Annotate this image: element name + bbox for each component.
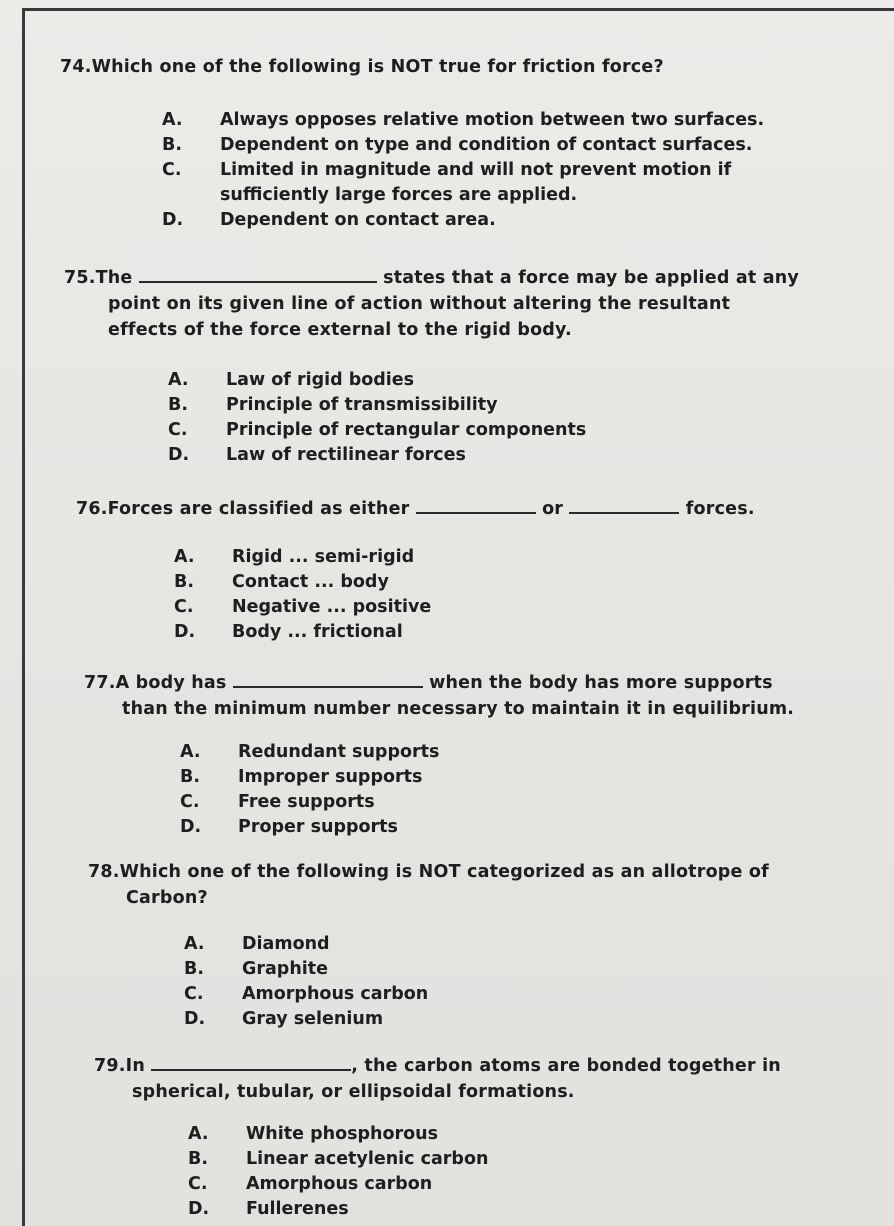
option-text: Linear acetylenic carbon: [246, 1149, 489, 1169]
option-text: Redundant supports: [238, 742, 440, 762]
question-text: effects of the force external to the rigid body.: [108, 320, 572, 340]
option-text: Graphite: [242, 959, 329, 979]
option-text: Rigid ... semi-rigid: [232, 547, 415, 567]
option-letter: D.: [188, 1199, 210, 1219]
question-number: 79.: [94, 1056, 126, 1076]
option-letter: B.: [168, 395, 188, 415]
question-stem: [76, 494, 755, 522]
option-a[interactable]: [174, 545, 431, 570]
option-letter: B.: [174, 572, 194, 592]
question-suffix: when the body has more supports: [429, 673, 773, 693]
option-letter: C.: [184, 984, 204, 1004]
options-75: [168, 368, 586, 468]
option-text: Fullerenes: [246, 1199, 349, 1219]
question-stem: [94, 1051, 781, 1079]
option-d[interactable]: [180, 815, 439, 840]
option-c[interactable]: [174, 595, 431, 620]
option-text: Amorphous carbon: [246, 1174, 433, 1194]
question-text: Which one of the following is NOT true for friction force?: [91, 57, 664, 77]
option-letter: B.: [180, 767, 200, 787]
option-letter: D.: [174, 622, 196, 642]
answer-blank: [151, 1051, 351, 1071]
option-a[interactable]: [188, 1122, 488, 1147]
option-d[interactable]: [168, 443, 586, 468]
question-74: [60, 54, 664, 80]
question-79: [94, 1051, 781, 1105]
option-d[interactable]: [162, 208, 764, 233]
question-stem: [60, 54, 664, 80]
answer-blank: [233, 668, 423, 688]
left-border-line: [22, 8, 25, 1226]
question-text: point on its given line of action without altering the resultant: [108, 294, 731, 314]
option-a[interactable]: [168, 368, 586, 393]
option-a[interactable]: [162, 108, 764, 133]
option-letter: C.: [168, 420, 188, 440]
option-b[interactable]: [180, 765, 439, 790]
question-suffix: , the carbon atoms are bonded together in: [351, 1056, 781, 1076]
question-text: Which one of the following is NOT categorized as an allotrope of: [119, 862, 769, 882]
option-text: Negative ... positive: [232, 597, 432, 617]
top-border-line: [22, 8, 894, 11]
question-number: 76.: [76, 499, 108, 519]
options-79: [188, 1122, 488, 1222]
option-letter: D.: [168, 445, 190, 465]
option-text: Amorphous carbon: [242, 984, 429, 1004]
option-letter: C.: [188, 1174, 208, 1194]
option-letter: A.: [180, 742, 201, 762]
option-c[interactable]: [184, 982, 428, 1007]
question-text: Carbon?: [126, 888, 208, 908]
option-text: Improper supports: [238, 767, 423, 787]
option-text: Dependent on type and condition of contact surfaces.: [220, 135, 753, 155]
question-text: spherical, tubular, or ellipsoidal formations.: [132, 1082, 575, 1102]
question-prefix: A body has: [115, 673, 227, 693]
option-d[interactable]: [174, 620, 431, 645]
question-stem: [64, 263, 799, 291]
option-text-continued: sufficiently large forces are applied.: [220, 185, 578, 205]
option-text: Proper supports: [238, 817, 398, 837]
question-prefix: Forces are classified as either: [107, 499, 410, 519]
option-text: Principle of transmissibility: [226, 395, 498, 415]
question-76: [76, 494, 755, 522]
question-stem: [84, 668, 794, 696]
option-letter: A.: [174, 547, 195, 567]
options-77: [180, 740, 439, 840]
option-text: Principle of rectangular components: [226, 420, 587, 440]
option-letter: C.: [180, 792, 200, 812]
option-letter: A.: [162, 110, 183, 130]
option-d[interactable]: [188, 1197, 488, 1222]
question-number: 74.: [60, 57, 92, 77]
option-letter: A.: [188, 1124, 209, 1144]
option-b[interactable]: [168, 393, 586, 418]
question-middle: or: [542, 499, 564, 519]
question-number: 77.: [84, 673, 116, 693]
question-number: 78.: [88, 862, 120, 882]
option-letter: D.: [180, 817, 202, 837]
options-76: [174, 545, 431, 645]
option-text: White phosphorous: [246, 1124, 439, 1144]
option-letter: D.: [162, 210, 184, 230]
option-text: Diamond: [242, 934, 330, 954]
options-74: [162, 108, 764, 233]
option-letter: A.: [184, 934, 205, 954]
option-text: Free supports: [238, 792, 375, 812]
option-c[interactable]: [162, 158, 764, 208]
question-prefix: The: [95, 268, 133, 288]
option-text: Limited in magnitude and will not prevent motion if: [220, 160, 732, 180]
option-b[interactable]: [184, 957, 428, 982]
option-text: Body ... frictional: [232, 622, 403, 642]
option-c[interactable]: [168, 418, 586, 443]
question-number: 75.: [64, 268, 96, 288]
option-text: Gray selenium: [242, 1009, 384, 1029]
option-text: Dependent on contact area.: [220, 210, 496, 230]
option-text: Law of rectilinear forces: [226, 445, 466, 465]
option-text: Always opposes relative motion between two surfaces.: [220, 110, 765, 130]
options-78: [184, 932, 428, 1032]
answer-blank: [139, 263, 377, 283]
question-text: than the minimum number necessary to maintain it in equilibrium.: [122, 699, 795, 719]
question-suffix: forces.: [685, 499, 755, 519]
question-75: [64, 263, 799, 343]
question-suffix: states that a force may be applied at any: [383, 268, 799, 288]
question-prefix: In: [125, 1056, 145, 1076]
option-c[interactable]: [180, 790, 439, 815]
option-b[interactable]: [162, 133, 764, 158]
option-c[interactable]: [188, 1172, 488, 1197]
option-a[interactable]: [180, 740, 439, 765]
question-77: [84, 668, 794, 722]
option-a[interactable]: [184, 932, 428, 957]
option-letter: B.: [162, 135, 182, 155]
question-stem: [88, 859, 769, 885]
option-letter: C.: [174, 597, 194, 617]
option-b[interactable]: [174, 570, 431, 595]
option-letter: D.: [184, 1009, 206, 1029]
option-letter: B.: [188, 1149, 208, 1169]
option-d[interactable]: [184, 1007, 428, 1032]
answer-blank-1: [416, 494, 536, 514]
option-text: Law of rigid bodies: [226, 370, 415, 390]
question-78: [88, 859, 769, 911]
option-text: Contact ... body: [232, 572, 389, 592]
option-letter: C.: [162, 160, 182, 180]
answer-blank-2: [569, 494, 679, 514]
option-letter: B.: [184, 959, 204, 979]
option-b[interactable]: [188, 1147, 488, 1172]
option-letter: A.: [168, 370, 189, 390]
